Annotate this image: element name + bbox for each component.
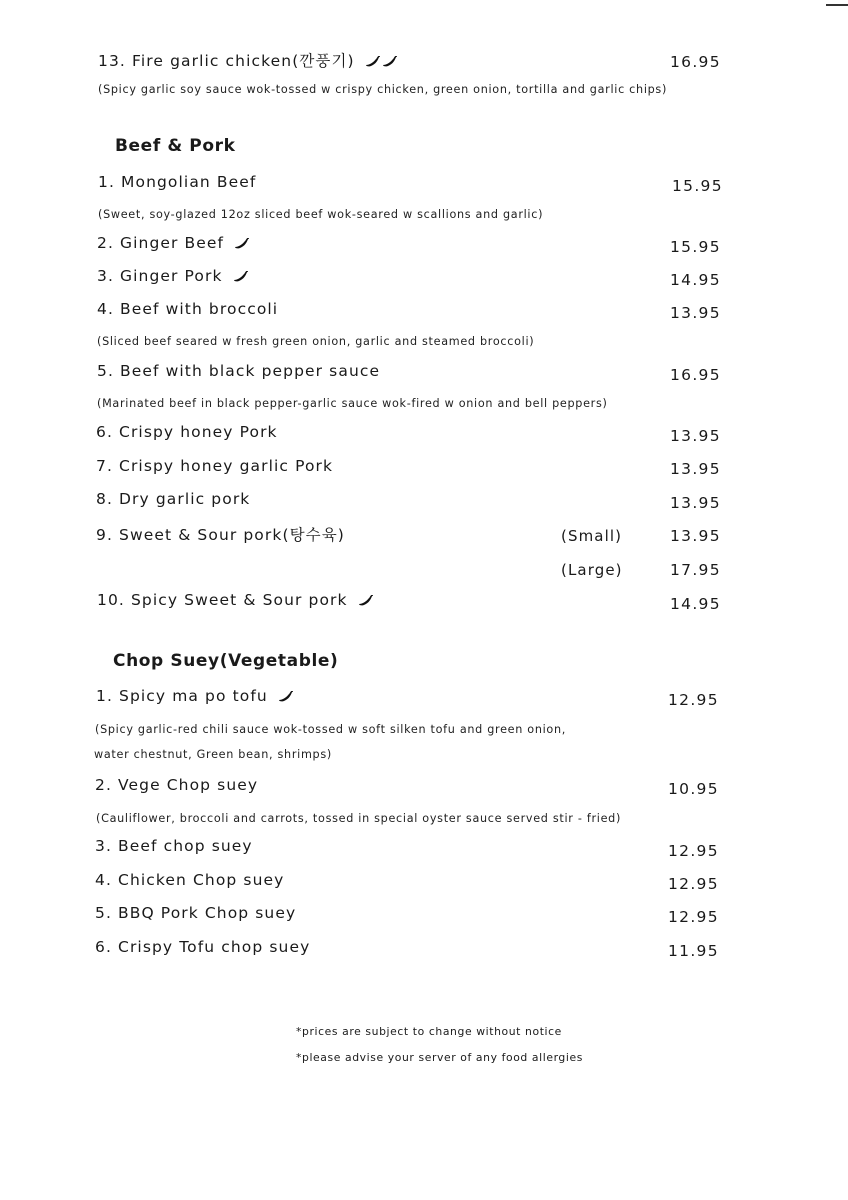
item-description: (Marinated beef in black pepper-garlic sauce wok-fired w onion and bell peppers) <box>97 397 608 410</box>
item-price: 14.95 <box>670 271 721 289</box>
item-name: 10. Spicy Sweet & Sour pork <box>97 591 348 609</box>
chili-pepper-icon <box>234 236 250 254</box>
item-price: 14.95 <box>670 595 721 613</box>
section-title-beef-pork: Beef & Pork <box>115 136 236 156</box>
size-label-large: (Large) <box>561 561 623 579</box>
item-price: 13.95 <box>670 427 721 445</box>
menu-item-fire-garlic-chicken <box>98 49 398 72</box>
chili-pepper-icon <box>365 54 381 72</box>
menu-item-spicy-ma-po-tofu <box>96 687 294 707</box>
item-name: 8. Dry garlic pork <box>96 490 251 508</box>
section-title-chop-suey: Chop Suey(Vegetable) <box>113 651 339 671</box>
item-price: 13.95 <box>670 304 721 322</box>
item-name: 2. Ginger Beef <box>97 234 225 252</box>
item-name: 5. Beef with black pepper sauce <box>97 362 381 380</box>
item-description: (Cauliflower, broccoli and carrots, tossed in special oyster sauce served stir - fried) <box>96 812 622 825</box>
menu-item-ginger-pork <box>97 267 249 287</box>
item-price: 12.95 <box>668 842 719 860</box>
item-price: 15.95 <box>670 238 721 256</box>
item-name: 13. Fire garlic chicken(깐풍기) <box>98 52 355 70</box>
item-name: 4. Chicken Chop suey <box>95 871 285 889</box>
item-price-small: 13.95 <box>670 527 721 545</box>
item-price: 16.95 <box>670 53 721 71</box>
item-name: 4. Beef with broccoli <box>97 300 279 318</box>
item-price: 13.95 <box>670 494 721 512</box>
item-name: 3. Beef chop suey <box>95 837 253 855</box>
item-description: (Sliced beef seared w fresh green onion, garlic and steamed broccoli) <box>97 335 535 348</box>
item-price: 13.95 <box>670 460 721 478</box>
item-price: 11.95 <box>668 942 719 960</box>
scan-edge-mark <box>826 4 848 6</box>
item-description: water chestnut, Green bean, shrimps) <box>94 748 332 761</box>
footer-note-prices: *prices are subject to change without notice <box>296 1025 562 1038</box>
item-price: 15.95 <box>672 177 723 195</box>
menu-item-spicy-sweet-sour-pork <box>97 591 374 611</box>
item-description: (Spicy garlic soy sauce wok-tossed w crispy chicken, green onion, tortilla and garlic chips) <box>98 83 668 96</box>
chili-pepper-icon <box>233 269 249 287</box>
menu-item-ginger-beef <box>97 234 250 254</box>
item-price-large: 17.95 <box>670 561 721 579</box>
item-description: (Sweet, soy-glazed 12oz sliced beef wok-seared w scallions and garlic) <box>98 208 544 221</box>
item-description: (Spicy garlic-red chili sauce wok-tossed w soft silken tofu and green onion, <box>95 723 567 736</box>
item-price: 12.95 <box>668 691 719 709</box>
item-name: 3. Ginger Pork <box>97 267 223 285</box>
item-name: 5. BBQ Pork Chop suey <box>95 904 297 922</box>
item-name: 1. Mongolian Beef <box>98 173 257 191</box>
item-name: 1. Spicy ma po tofu <box>96 687 268 705</box>
footer-note-allergies: *please advise your server of any food allergies <box>296 1051 583 1064</box>
item-name: 7. Crispy honey garlic Pork <box>96 457 334 475</box>
chili-pepper-icon <box>382 54 398 72</box>
item-name: 9. Sweet & Sour pork(탕수육) <box>96 526 345 544</box>
item-price: 12.95 <box>668 875 719 893</box>
item-name: 6. Crispy Tofu chop suey <box>95 938 311 956</box>
chili-pepper-icon <box>358 593 374 611</box>
item-price: 10.95 <box>668 780 719 798</box>
item-price: 16.95 <box>670 366 721 384</box>
chili-pepper-icon <box>278 689 294 707</box>
item-price: 12.95 <box>668 908 719 926</box>
item-name: 6. Crispy honey Pork <box>96 423 278 441</box>
size-label-small: (Small) <box>561 527 623 545</box>
item-name: 2. Vege Chop suey <box>95 776 259 794</box>
